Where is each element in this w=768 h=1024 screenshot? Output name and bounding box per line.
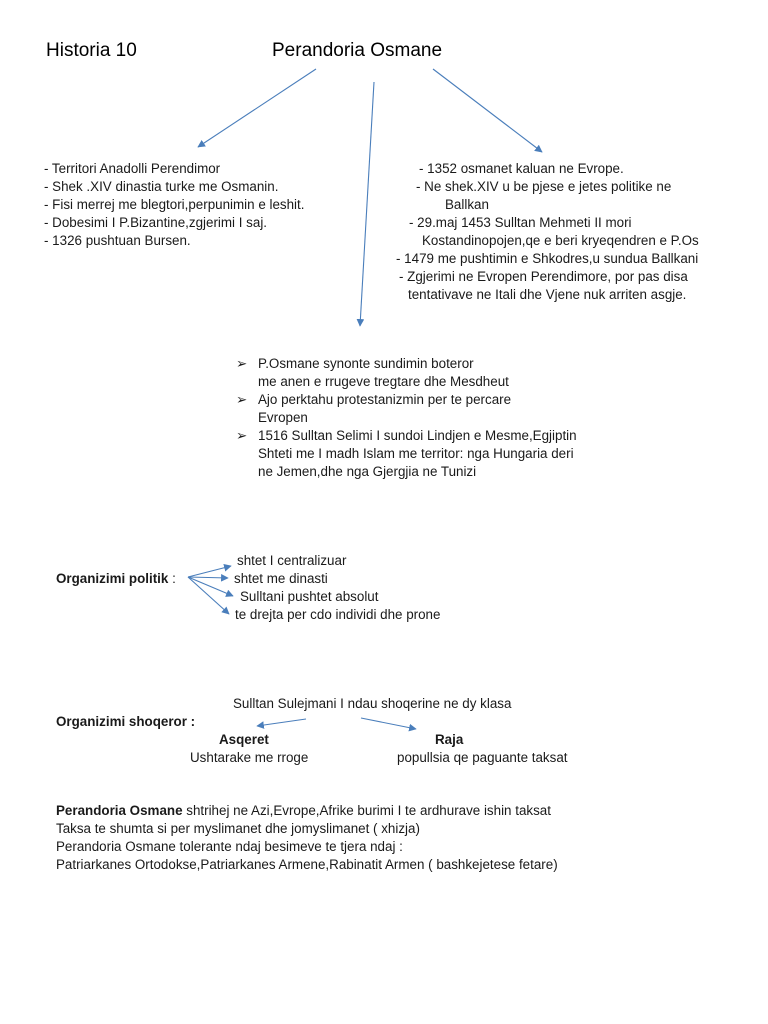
page-title: Perandoria Osmane	[272, 40, 443, 61]
bullet-item: ➢ P.Osmane synonte sundimin boteror me anen e rrugeve tregtare dhe Mesdheut	[236, 356, 509, 389]
right-line: tentativave ne Itali dhe Vjene nuk arriten asgje.	[408, 287, 687, 302]
social-intro: Sulltan Sulejmani I ndau shoqerine ne dy klasa	[233, 696, 512, 711]
bottom-lead-line: Perandoria Osmane shtrihej ne Azi,Evrope,Afrike burimi I te ardhurave ishin taksat	[56, 803, 551, 818]
class-desc-raja: popullsia qe paguante taksat	[397, 750, 568, 765]
left-line: - Fisi merrej me blegtori,perpunimin e leshit.	[44, 197, 305, 212]
bullet-arrow-icon: ➢	[236, 392, 248, 407]
right-line: - 1352 osmanet kaluan ne Evrope.	[419, 161, 624, 176]
right-line: - 1479 me pushtimin e Shkodres,u sundua Ballkani	[396, 251, 699, 266]
political-item: shtet I centralizuar	[237, 553, 347, 568]
center-bullet-list	[236, 355, 656, 481]
arrow-to-left-column	[198, 69, 316, 147]
bullet-arrow-icon: ➢	[236, 356, 248, 371]
political-item: shtet me dinasti	[234, 571, 328, 586]
bottom-line: Perandoria Osmane tolerante ndaj besimeve te tjera ndaj :	[56, 839, 403, 854]
right-line: - 29.maj 1453 Sulltan Mehmeti II mori	[409, 215, 632, 230]
arrow-political-3	[188, 577, 233, 596]
right-line: Ballkan	[445, 197, 489, 212]
left-line: - 1326 pushtuan Bursen.	[44, 233, 191, 248]
bottom-line: Patriarkanes Ortodokse,Patriarkanes Armene,Rabinatit Armen ( bashkejetese fetare)	[56, 857, 558, 872]
political-item: Sulltani pushtet absolut	[240, 589, 379, 604]
bullet-arrow-icon: ➢	[236, 428, 248, 443]
social-label: Organizimi shoqeror :	[56, 714, 196, 729]
arrow-political-1	[188, 566, 231, 577]
bottom-paragraph	[56, 802, 558, 874]
arrow-to-right-column	[433, 69, 542, 152]
right-column	[0, 160, 768, 310]
arrow-political-2	[188, 577, 228, 578]
left-line: - Territori Anadolli Perendimor	[44, 161, 221, 176]
arrow-to-raja	[361, 718, 416, 729]
political-item: te drejta per cdo individi dhe prone	[235, 607, 441, 622]
right-line: - Ne shek.XIV u be pjese e jetes politike ne	[416, 179, 672, 194]
left-line: - Dobesimi I P.Bizantine,zgjerimi I saj.	[44, 215, 268, 230]
political-label: Organizimi politik :	[56, 571, 176, 586]
arrow-to-asqeret	[257, 719, 306, 726]
left-line: - Shek .XIV dinastia turke me Osmanin.	[44, 179, 279, 194]
bottom-line: Taksa te shumta si per myslimanet dhe jomyslimanet ( xhizja)	[56, 821, 420, 836]
header-subject: Historia 10	[46, 40, 137, 61]
right-line: - Zgjerimi ne Evropen Perendimore, por pas disa	[399, 269, 688, 284]
class-desc-asqeret: Ushtarake me rroge	[190, 750, 309, 765]
arrow-political-4	[188, 577, 229, 614]
right-line: Kostandinopojen,qe e beri kryeqendren e P.Os	[422, 233, 699, 248]
bullet-item: ➢ 1516 Sulltan Selimi I sundoi Lindjen e Mesme,Egjiptin Shteti me I madh Islam me territor: nga Hungaria deri ne Jemen,dhe nga Gjergjia ne Tunizi	[236, 428, 577, 479]
class-name-asqeret: Asqeret	[219, 732, 269, 747]
class-name-raja: Raja	[435, 732, 464, 747]
bullet-item: ➢ Ajo perktahu protestanizmin per te percare Evropen	[236, 392, 512, 425]
